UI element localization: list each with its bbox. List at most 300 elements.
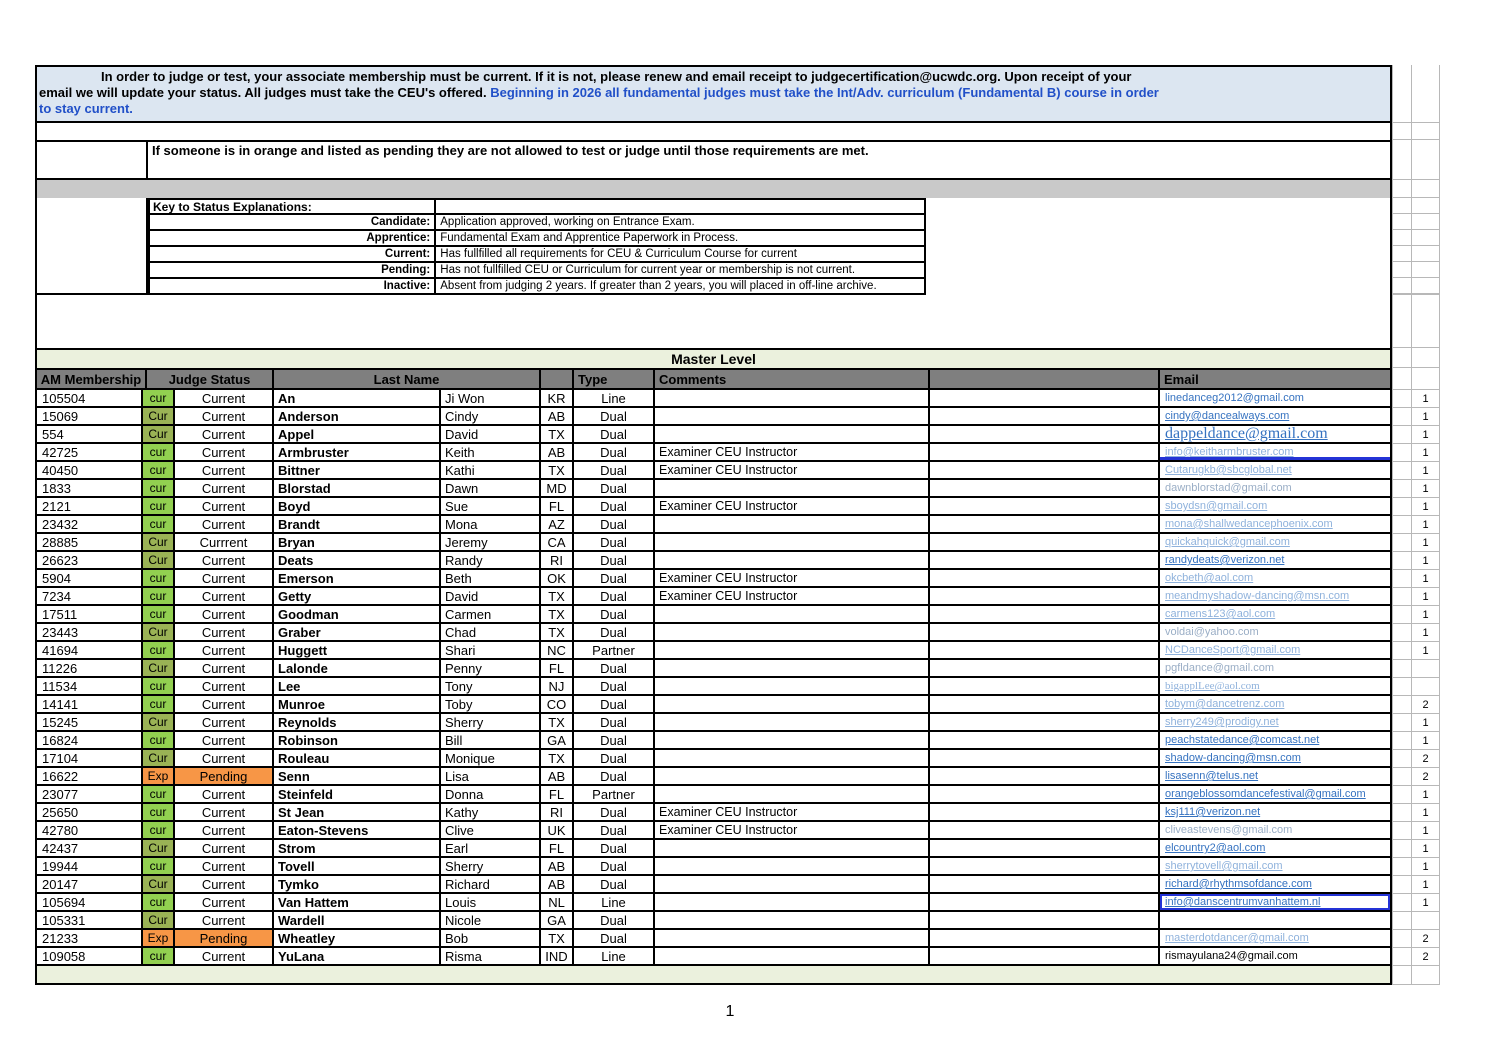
- grid-margin-cell: [1392, 348, 1412, 368]
- email-link[interactable]: carmens123@aol.com: [1165, 608, 1276, 620]
- blank-cell: [930, 516, 1160, 534]
- blank-cell: [930, 948, 1160, 966]
- email-link[interactable]: info@danscentrumvanhattem.nl: [1165, 896, 1321, 908]
- table-row: [35, 552, 1497, 570]
- membership-cell: 19944: [35, 858, 143, 876]
- empty-cell: [35, 140, 148, 180]
- status-abbr-cell: cur: [143, 516, 175, 534]
- last-name-cell: Emerson: [274, 570, 441, 588]
- status-cell: Current: [175, 660, 274, 678]
- count-cell: 1: [1412, 858, 1440, 876]
- table-row: [35, 624, 1497, 642]
- email-link[interactable]: dawnblorstad@gmail.com: [1165, 482, 1292, 494]
- first-name-cell: Randy: [441, 552, 541, 570]
- email-link[interactable]: cindy@dancealways.com: [1165, 410, 1290, 422]
- comments-cell: Examiner CEU Instructor: [655, 498, 930, 516]
- email-cell: [1160, 786, 1392, 804]
- type-cell: Dual: [574, 912, 655, 930]
- status-cell: Current: [175, 408, 274, 426]
- type-cell: Dual: [574, 552, 655, 570]
- email-link[interactable]: voldai@yahoo.com: [1165, 626, 1259, 638]
- type-cell: Dual: [574, 750, 655, 768]
- blank-cell: [930, 570, 1160, 588]
- state-cell: RI: [541, 804, 574, 822]
- status-cell: Current: [175, 642, 274, 660]
- count-cell: 1: [1412, 426, 1440, 444]
- comments-cell: [655, 408, 930, 426]
- status-key-description: Has fullfilled all requirements for CEU & Curriculum Course for current: [436, 247, 926, 263]
- last-name-cell: Anderson: [274, 408, 441, 426]
- header-membership: AM Membership: [35, 368, 147, 390]
- status-cell: Current: [175, 444, 274, 462]
- status-key-description: Fundamental Exam and Apprentice Paperwork in Process.: [436, 231, 926, 247]
- last-name-cell: St Jean: [274, 804, 441, 822]
- email-link[interactable]: meandmyshadow-dancing@msn.com: [1165, 590, 1350, 602]
- count-cell: 1: [1412, 570, 1440, 588]
- grid-margin-cell: [1392, 750, 1412, 768]
- empty-area: [926, 198, 1392, 295]
- grid-margin-cell: [1392, 696, 1412, 714]
- blank-cell: [930, 606, 1160, 624]
- email-link[interactable]: orangeblossomdancefestival@gmail.com: [1165, 788, 1366, 800]
- table-header-row: [35, 368, 1440, 390]
- last-name-cell: Lee: [274, 678, 441, 696]
- type-cell: Dual: [574, 498, 655, 516]
- grid-margin-cell: [1412, 180, 1440, 198]
- table-row: [35, 804, 1497, 822]
- status-key-row: [150, 263, 926, 279]
- blank-cell: [930, 498, 1160, 516]
- count-cell: 1: [1412, 390, 1440, 408]
- grid-margin-cell: [1392, 732, 1412, 750]
- email-cell: [1160, 750, 1392, 768]
- table-row: [35, 822, 1497, 840]
- email-link[interactable]: dappeldance@gmail.com: [1165, 426, 1328, 442]
- grid-margin-cell: [1412, 198, 1440, 295]
- status-key-description: Has not fullfilled CEU or Curriculum for current year or membership is not current.: [436, 263, 926, 279]
- judges-table-body: [35, 390, 1497, 966]
- count-cell: [1412, 660, 1440, 678]
- first-name-cell: Nicole: [441, 912, 541, 930]
- status-abbr-cell: cur: [143, 588, 175, 606]
- email-cell: [1160, 624, 1392, 642]
- grid-margin-cell: [1392, 858, 1412, 876]
- last-name-cell: Lalonde: [274, 660, 441, 678]
- type-cell: Dual: [574, 444, 655, 462]
- type-cell: Dual: [574, 534, 655, 552]
- first-name-cell: Kathy: [441, 804, 541, 822]
- email-link[interactable]: sboydsn@gmail.com: [1165, 500, 1268, 512]
- membership-cell: 23077: [35, 786, 143, 804]
- grid-margin-cell: [1392, 912, 1412, 930]
- status-abbr-cell: Cur: [143, 840, 175, 858]
- grid-margin-cell: [1392, 123, 1412, 140]
- count-cell: 1: [1412, 408, 1440, 426]
- grid-margin-cell: [1392, 516, 1412, 534]
- status-abbr-cell: Cur: [143, 750, 175, 768]
- type-cell: Dual: [574, 804, 655, 822]
- last-name-cell: Wardell: [274, 912, 441, 930]
- status-abbr-cell: cur: [143, 498, 175, 516]
- count-cell: 1: [1412, 498, 1440, 516]
- email-link[interactable]: linedanceg2012@gmail.com: [1165, 392, 1304, 404]
- membership-cell: 17104: [35, 750, 143, 768]
- table-row: [35, 408, 1497, 426]
- first-name-cell: Sherry: [441, 714, 541, 732]
- membership-cell: 21233: [35, 930, 143, 948]
- state-cell: OK: [541, 570, 574, 588]
- grid-margin-cell: [1392, 295, 1412, 348]
- membership-cell: 554: [35, 426, 143, 444]
- first-name-cell: Donna: [441, 786, 541, 804]
- table-row: [35, 732, 1497, 750]
- grid-margin-cell: [1392, 786, 1412, 804]
- count-cell: 1: [1412, 534, 1440, 552]
- email-cell: [1160, 480, 1392, 498]
- state-cell: NL: [541, 894, 574, 912]
- grid-margin-cell: [1392, 804, 1412, 822]
- type-cell: Dual: [574, 696, 655, 714]
- count-cell: 2: [1412, 750, 1440, 768]
- email-link[interactable]: richard@rhythmsofdance.com: [1165, 878, 1312, 890]
- state-cell: KR: [541, 390, 574, 408]
- status-cell: Current: [175, 480, 274, 498]
- grid-margin-cell: [1392, 642, 1412, 660]
- email-link[interactable]: shadow-dancing@msn.com: [1165, 752, 1301, 764]
- table-row: [35, 642, 1497, 660]
- last-name-cell: Tovell: [274, 858, 441, 876]
- status-cell: Current: [175, 804, 274, 822]
- status-key-description: Absent from judging 2 years. If greater than 2 years, you will placed in off-line archive.: [436, 279, 926, 295]
- email-link[interactable]: bigapplLee@aol.com: [1165, 680, 1260, 692]
- email-cell: [1160, 498, 1392, 516]
- email-cell: [1160, 642, 1392, 660]
- email-cell: [1160, 660, 1392, 678]
- email-link[interactable]: Cutarugkb@sbcglobal.net: [1165, 464, 1292, 476]
- email-link[interactable]: ksj111@verizon.net: [1165, 806, 1261, 818]
- count-cell: 1: [1412, 714, 1440, 732]
- type-cell: Dual: [574, 732, 655, 750]
- email-cell: [1160, 552, 1392, 570]
- spacer-band: [35, 295, 1497, 348]
- membership-cell: 17511: [35, 606, 143, 624]
- table-row: [35, 444, 1497, 462]
- section-title: Master Level: [35, 348, 1392, 368]
- comments-cell: Examiner CEU Instructor: [655, 804, 930, 822]
- first-name-cell: Richard: [441, 876, 541, 894]
- count-cell: 1: [1412, 516, 1440, 534]
- state-cell: FL: [541, 840, 574, 858]
- last-name-cell: Steinfeld: [274, 786, 441, 804]
- email-cell: [1160, 858, 1392, 876]
- blank-cell: [930, 912, 1160, 930]
- email-link[interactable]: mona@shallwedancephoenix.com: [1165, 518, 1333, 530]
- count-cell: 1: [1412, 804, 1440, 822]
- count-cell: 1: [1412, 480, 1440, 498]
- email-cell: [1160, 444, 1392, 462]
- membership-notice: [35, 65, 1392, 123]
- table-row: [35, 912, 1497, 930]
- status-cell: Current: [175, 840, 274, 858]
- status-abbr-cell: cur: [143, 462, 175, 480]
- table-row: [35, 516, 1497, 534]
- state-cell: RI: [541, 552, 574, 570]
- grid-margin-cell: [1392, 894, 1412, 912]
- email-cell: [1160, 714, 1392, 732]
- state-cell: TX: [541, 930, 574, 948]
- blank-cell: [930, 444, 1160, 462]
- state-cell: TX: [541, 588, 574, 606]
- type-cell: Dual: [574, 714, 655, 732]
- count-cell: 1: [1412, 822, 1440, 840]
- email-link[interactable]: pgfldance@gmail.com: [1165, 662, 1274, 674]
- blank-cell: [930, 768, 1160, 786]
- header-email: Email: [1160, 368, 1392, 390]
- email-cell: [1160, 804, 1392, 822]
- status-key-row: [150, 231, 926, 247]
- table-row: [35, 840, 1497, 858]
- membership-cell: 109058: [35, 948, 143, 966]
- status-cell: Pending: [175, 930, 274, 948]
- type-cell: Dual: [574, 678, 655, 696]
- status-key-table: [148, 198, 926, 295]
- status-abbr-cell: cur: [143, 570, 175, 588]
- email-link[interactable]: randydeats@verizon.net: [1165, 554, 1285, 566]
- comments-cell: Examiner CEU Instructor: [655, 570, 930, 588]
- comments-cell: [655, 480, 930, 498]
- email-cell: [1160, 930, 1392, 948]
- blank-cell: [930, 876, 1160, 894]
- grid-margin-cell: [1392, 930, 1412, 948]
- status-abbr-cell: cur: [143, 606, 175, 624]
- blank-cell: [930, 894, 1160, 912]
- header-comments: Comments: [655, 368, 930, 390]
- state-cell: AB: [541, 408, 574, 426]
- grid-margin-cell: [1392, 768, 1412, 786]
- table-row: [35, 876, 1497, 894]
- status-abbr-cell: cur: [143, 858, 175, 876]
- last-name-cell: Strom: [274, 840, 441, 858]
- table-row: [35, 390, 1497, 408]
- blank-cell: [930, 462, 1160, 480]
- first-name-cell: Bill: [441, 732, 541, 750]
- email-cell: [1160, 732, 1392, 750]
- last-name-cell: Wheatley: [274, 930, 441, 948]
- membership-cell: 105331: [35, 912, 143, 930]
- status-abbr-cell: cur: [143, 894, 175, 912]
- table-header-band: [35, 368, 1497, 390]
- first-name-cell: Kathi: [441, 462, 541, 480]
- status-cell: Current: [175, 678, 274, 696]
- comments-cell: [655, 858, 930, 876]
- first-name-cell: Risma: [441, 948, 541, 966]
- status-abbr-cell: Exp: [143, 930, 175, 948]
- comments-cell: [655, 606, 930, 624]
- status-abbr-cell: Cur: [143, 660, 175, 678]
- status-key-label: Inactive:: [150, 279, 436, 295]
- comments-cell: [655, 948, 930, 966]
- status-abbr-cell: cur: [143, 678, 175, 696]
- email-cell: [1160, 426, 1392, 444]
- blank-cell: [930, 930, 1160, 948]
- state-cell: NJ: [541, 678, 574, 696]
- state-cell: AB: [541, 858, 574, 876]
- blank-cell: [930, 480, 1160, 498]
- grid-margin-cell: [1392, 198, 1412, 295]
- count-cell: 1: [1412, 840, 1440, 858]
- comments-cell: [655, 696, 930, 714]
- comments-cell: [655, 624, 930, 642]
- first-name-cell: David: [441, 426, 541, 444]
- comments-cell: [655, 552, 930, 570]
- status-cell: Current: [175, 876, 274, 894]
- grid-margin-cell: [1392, 180, 1412, 198]
- email-link[interactable]: tobym@dancetrenz.com: [1165, 698, 1285, 710]
- grid-margin-cell: [1412, 368, 1440, 390]
- comments-cell: [655, 732, 930, 750]
- status-cell: Pending: [175, 768, 274, 786]
- table-row: [35, 570, 1497, 588]
- status-cell: Current: [175, 714, 274, 732]
- first-name-cell: Louis: [441, 894, 541, 912]
- status-abbr-cell: Cur: [143, 426, 175, 444]
- blank-cell: [930, 678, 1160, 696]
- type-cell: Dual: [574, 930, 655, 948]
- grid-margin-cell: [1392, 714, 1412, 732]
- status-abbr-cell: cur: [143, 804, 175, 822]
- type-cell: Line: [574, 948, 655, 966]
- status-key-label: Apprentice:: [150, 231, 436, 247]
- first-name-cell: Penny: [441, 660, 541, 678]
- comments-cell: [655, 912, 930, 930]
- table-row: [35, 678, 1497, 696]
- comments-cell: Examiner CEU Instructor: [655, 444, 930, 462]
- status-abbr-cell: cur: [143, 822, 175, 840]
- grid-margin-cell: [1392, 624, 1412, 642]
- first-name-cell: Clive: [441, 822, 541, 840]
- email-link[interactable]: NCDanceSport@gmail.com: [1165, 644, 1301, 656]
- state-cell: CA: [541, 534, 574, 552]
- table-row: [35, 948, 1497, 966]
- count-cell: 1: [1412, 444, 1440, 462]
- count-cell: [1412, 678, 1440, 696]
- comments-cell: [655, 714, 930, 732]
- status-cell: Current: [175, 606, 274, 624]
- membership-cell: 16622: [35, 768, 143, 786]
- email-link[interactable]: masterdotdancer@gmail.com: [1165, 932, 1309, 944]
- status-cell: Current: [175, 696, 274, 714]
- email-cell: [1160, 588, 1392, 606]
- status-abbr-cell: Cur: [143, 714, 175, 732]
- blank-cell: [930, 408, 1160, 426]
- membership-cell: 28885: [35, 534, 143, 552]
- membership-cell: 15069: [35, 408, 143, 426]
- email-link[interactable]: peachstatedance@comcast.net: [1165, 734, 1320, 746]
- last-name-cell: Brandt: [274, 516, 441, 534]
- status-key-label: Candidate:: [150, 215, 436, 231]
- email-cell: [1160, 768, 1392, 786]
- first-name-cell: Mona: [441, 516, 541, 534]
- membership-cell: 25650: [35, 804, 143, 822]
- status-cell: Current: [175, 912, 274, 930]
- comments-cell: [655, 426, 930, 444]
- email-link[interactable]: sherrytovell@gmail.com: [1165, 860, 1283, 872]
- first-name-cell: Shari: [441, 642, 541, 660]
- pending-note: If someone is in orange and listed as pending they are not allowed to test or judge until those requirements are met.: [148, 140, 1392, 180]
- status-abbr-cell: Cur: [143, 408, 175, 426]
- state-cell: TX: [541, 606, 574, 624]
- table-row: [35, 930, 1497, 948]
- grid-margin-cell: [1392, 840, 1412, 858]
- type-cell: Dual: [574, 858, 655, 876]
- email-link[interactable]: cliveastevens@gmail.com: [1165, 824, 1293, 836]
- comments-cell: Examiner CEU Instructor: [655, 822, 930, 840]
- type-cell: Dual: [574, 588, 655, 606]
- blank-cell: [930, 390, 1160, 408]
- pending-note-band: [35, 140, 1497, 180]
- last-name-cell: An: [274, 390, 441, 408]
- grid-margin-cell: [1392, 462, 1412, 480]
- email-link[interactable]: elcountry2@aol.com: [1165, 842, 1266, 854]
- count-cell: [1412, 912, 1440, 930]
- type-cell: Dual: [574, 822, 655, 840]
- state-cell: AZ: [541, 516, 574, 534]
- email-link[interactable]: okcbeth@aol.com: [1165, 572, 1254, 584]
- last-name-cell: Armbruster: [274, 444, 441, 462]
- type-cell: Partner: [574, 642, 655, 660]
- state-cell: AB: [541, 768, 574, 786]
- count-cell: 1: [1412, 624, 1440, 642]
- blank-cell: [930, 696, 1160, 714]
- email-link[interactable]: sherry249@prodigy.net: [1165, 716, 1279, 728]
- state-cell: TX: [541, 750, 574, 768]
- type-cell: Dual: [574, 624, 655, 642]
- comments-cell: [655, 390, 930, 408]
- email-link[interactable]: rismayulana24@gmail.com: [1165, 950, 1298, 962]
- state-cell: IND: [541, 948, 574, 966]
- state-cell: FL: [541, 786, 574, 804]
- comments-cell: [655, 930, 930, 948]
- membership-cell: 26623: [35, 552, 143, 570]
- state-cell: CO: [541, 696, 574, 714]
- last-name-cell: Getty: [274, 588, 441, 606]
- state-cell: GA: [541, 912, 574, 930]
- first-name-cell: Dawn: [441, 480, 541, 498]
- state-cell: TX: [541, 426, 574, 444]
- type-cell: Dual: [574, 426, 655, 444]
- grid-margin-cell: [1392, 606, 1412, 624]
- email-link[interactable]: lisasenn@telus.net: [1165, 770, 1259, 782]
- state-cell: FL: [541, 498, 574, 516]
- email-cell: [1160, 516, 1392, 534]
- state-cell: NC: [541, 642, 574, 660]
- email-link[interactable]: info@keitharmbruster.com: [1165, 446, 1294, 458]
- email-link[interactable]: quickahquick@gmail.com: [1165, 536, 1290, 548]
- comments-cell: [655, 786, 930, 804]
- type-cell: Dual: [574, 606, 655, 624]
- status-key-row: [150, 279, 926, 295]
- membership-cell: 2121: [35, 498, 143, 516]
- status-cell: Current: [175, 786, 274, 804]
- header-last-name: Last Name: [274, 368, 541, 390]
- grid-margin-cell: [1392, 966, 1412, 985]
- type-cell: Dual: [574, 516, 655, 534]
- status-cell: Current: [175, 390, 274, 408]
- blank-cell: [930, 642, 1160, 660]
- blank-cell: [930, 822, 1160, 840]
- count-cell: 1: [1412, 588, 1440, 606]
- status-cell: Current: [175, 858, 274, 876]
